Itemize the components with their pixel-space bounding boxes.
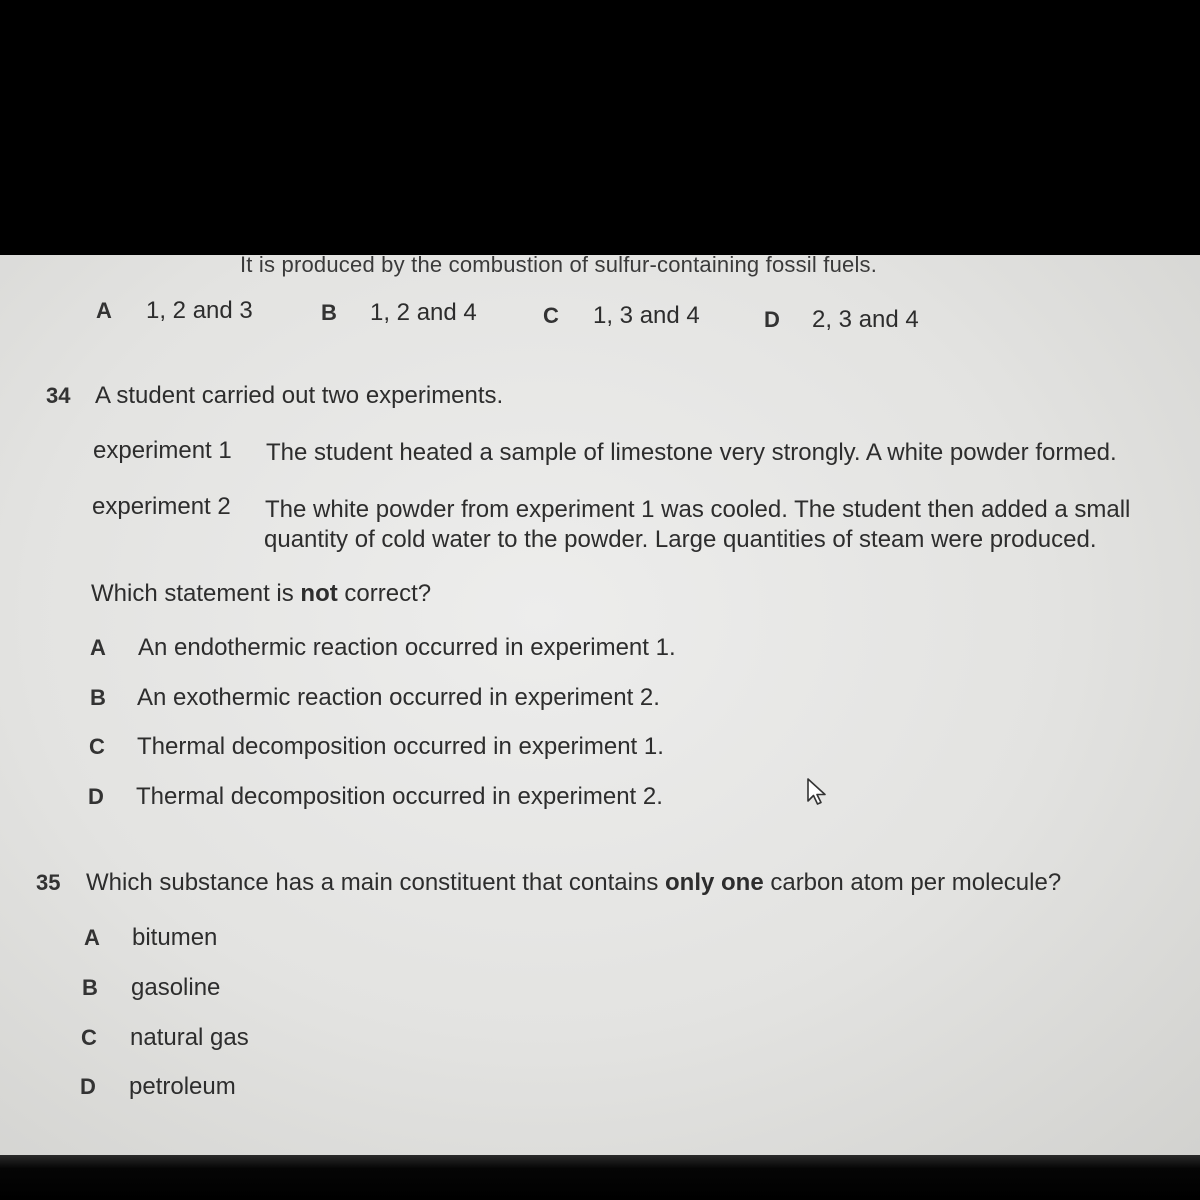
experiment-2-text-line-1: The white powder from experiment 1 was cooled. The student then added a small bbox=[265, 496, 1131, 523]
q34-question-emphasis: not bbox=[300, 580, 338, 607]
q35-option-a-letter: A bbox=[84, 925, 100, 950]
q35-option-d-text: petroleum bbox=[129, 1073, 236, 1100]
q34-option-d-letter: D bbox=[88, 784, 104, 809]
q34-stem: A student carried out two experiments. bbox=[95, 382, 504, 409]
q33-option-d-letter: D bbox=[764, 307, 780, 332]
q35-option-a-text: bitumen bbox=[132, 924, 218, 951]
q35-option-c-letter: C bbox=[81, 1025, 97, 1050]
q35-option-c-text: natural gas bbox=[130, 1024, 249, 1051]
exam-page bbox=[0, 255, 1200, 1155]
mouse-pointer-icon bbox=[806, 777, 830, 807]
q33-option-d-text: 2, 3 and 4 bbox=[812, 306, 919, 333]
q35-stem-pre: Which substance has a main constituent that contains bbox=[86, 869, 665, 896]
q35-stem bbox=[86, 869, 1061, 897]
q34-option-b-letter: B bbox=[90, 685, 106, 710]
q34-number: 34 bbox=[46, 383, 71, 408]
q33-option-b-letter: B bbox=[321, 300, 337, 325]
q34-option-c-text: Thermal decomposition occurred in experiment 1. bbox=[137, 733, 664, 760]
q33-option-c-text: 1, 3 and 4 bbox=[593, 302, 700, 329]
monitor-top-bezel bbox=[0, 0, 1200, 255]
experiment-1-text: The student heated a sample of limestone very strongly. A white powder formed. bbox=[266, 439, 1117, 466]
q34-question-pre: Which statement is bbox=[91, 580, 301, 607]
q33-option-c-letter: C bbox=[543, 303, 559, 328]
monitor-bottom-bezel bbox=[0, 1155, 1200, 1200]
q33-option-a-text: 1, 2 and 3 bbox=[146, 297, 253, 324]
experiment-2-label: experiment 2 bbox=[92, 493, 231, 520]
q35-option-b-letter: B bbox=[82, 975, 98, 1000]
q34-question bbox=[91, 580, 431, 608]
q34-option-b-text: An exothermic reaction occurred in experiment 2. bbox=[137, 684, 660, 711]
q35-option-b-text: gasoline bbox=[131, 974, 221, 1001]
q33-option-a-letter: A bbox=[96, 298, 112, 323]
experiment-1-label: experiment 1 bbox=[93, 437, 232, 464]
q35-number: 35 bbox=[36, 870, 61, 895]
q33-option-b-text: 1, 2 and 4 bbox=[370, 299, 477, 326]
q33-cut-statement: It is produced by the combustion of sulfur-containing fossil fuels. bbox=[240, 255, 878, 277]
q35-option-d-letter: D bbox=[80, 1074, 96, 1099]
q35-stem-post: carbon atom per molecule? bbox=[763, 869, 1062, 896]
q35-stem-emphasis: only one bbox=[665, 869, 764, 896]
experiment-2-text-line-2: quantity of cold water to the powder. Large quantities of steam were produced. bbox=[264, 526, 1097, 553]
q34-question-post: correct? bbox=[337, 580, 432, 607]
q34-option-d-text: Thermal decomposition occurred in experiment 2. bbox=[136, 783, 663, 810]
q34-option-a-text: An endothermic reaction occurred in experiment 1. bbox=[138, 634, 676, 661]
q34-option-c-letter: C bbox=[89, 734, 105, 759]
q34-option-a-letter: A bbox=[90, 635, 106, 660]
